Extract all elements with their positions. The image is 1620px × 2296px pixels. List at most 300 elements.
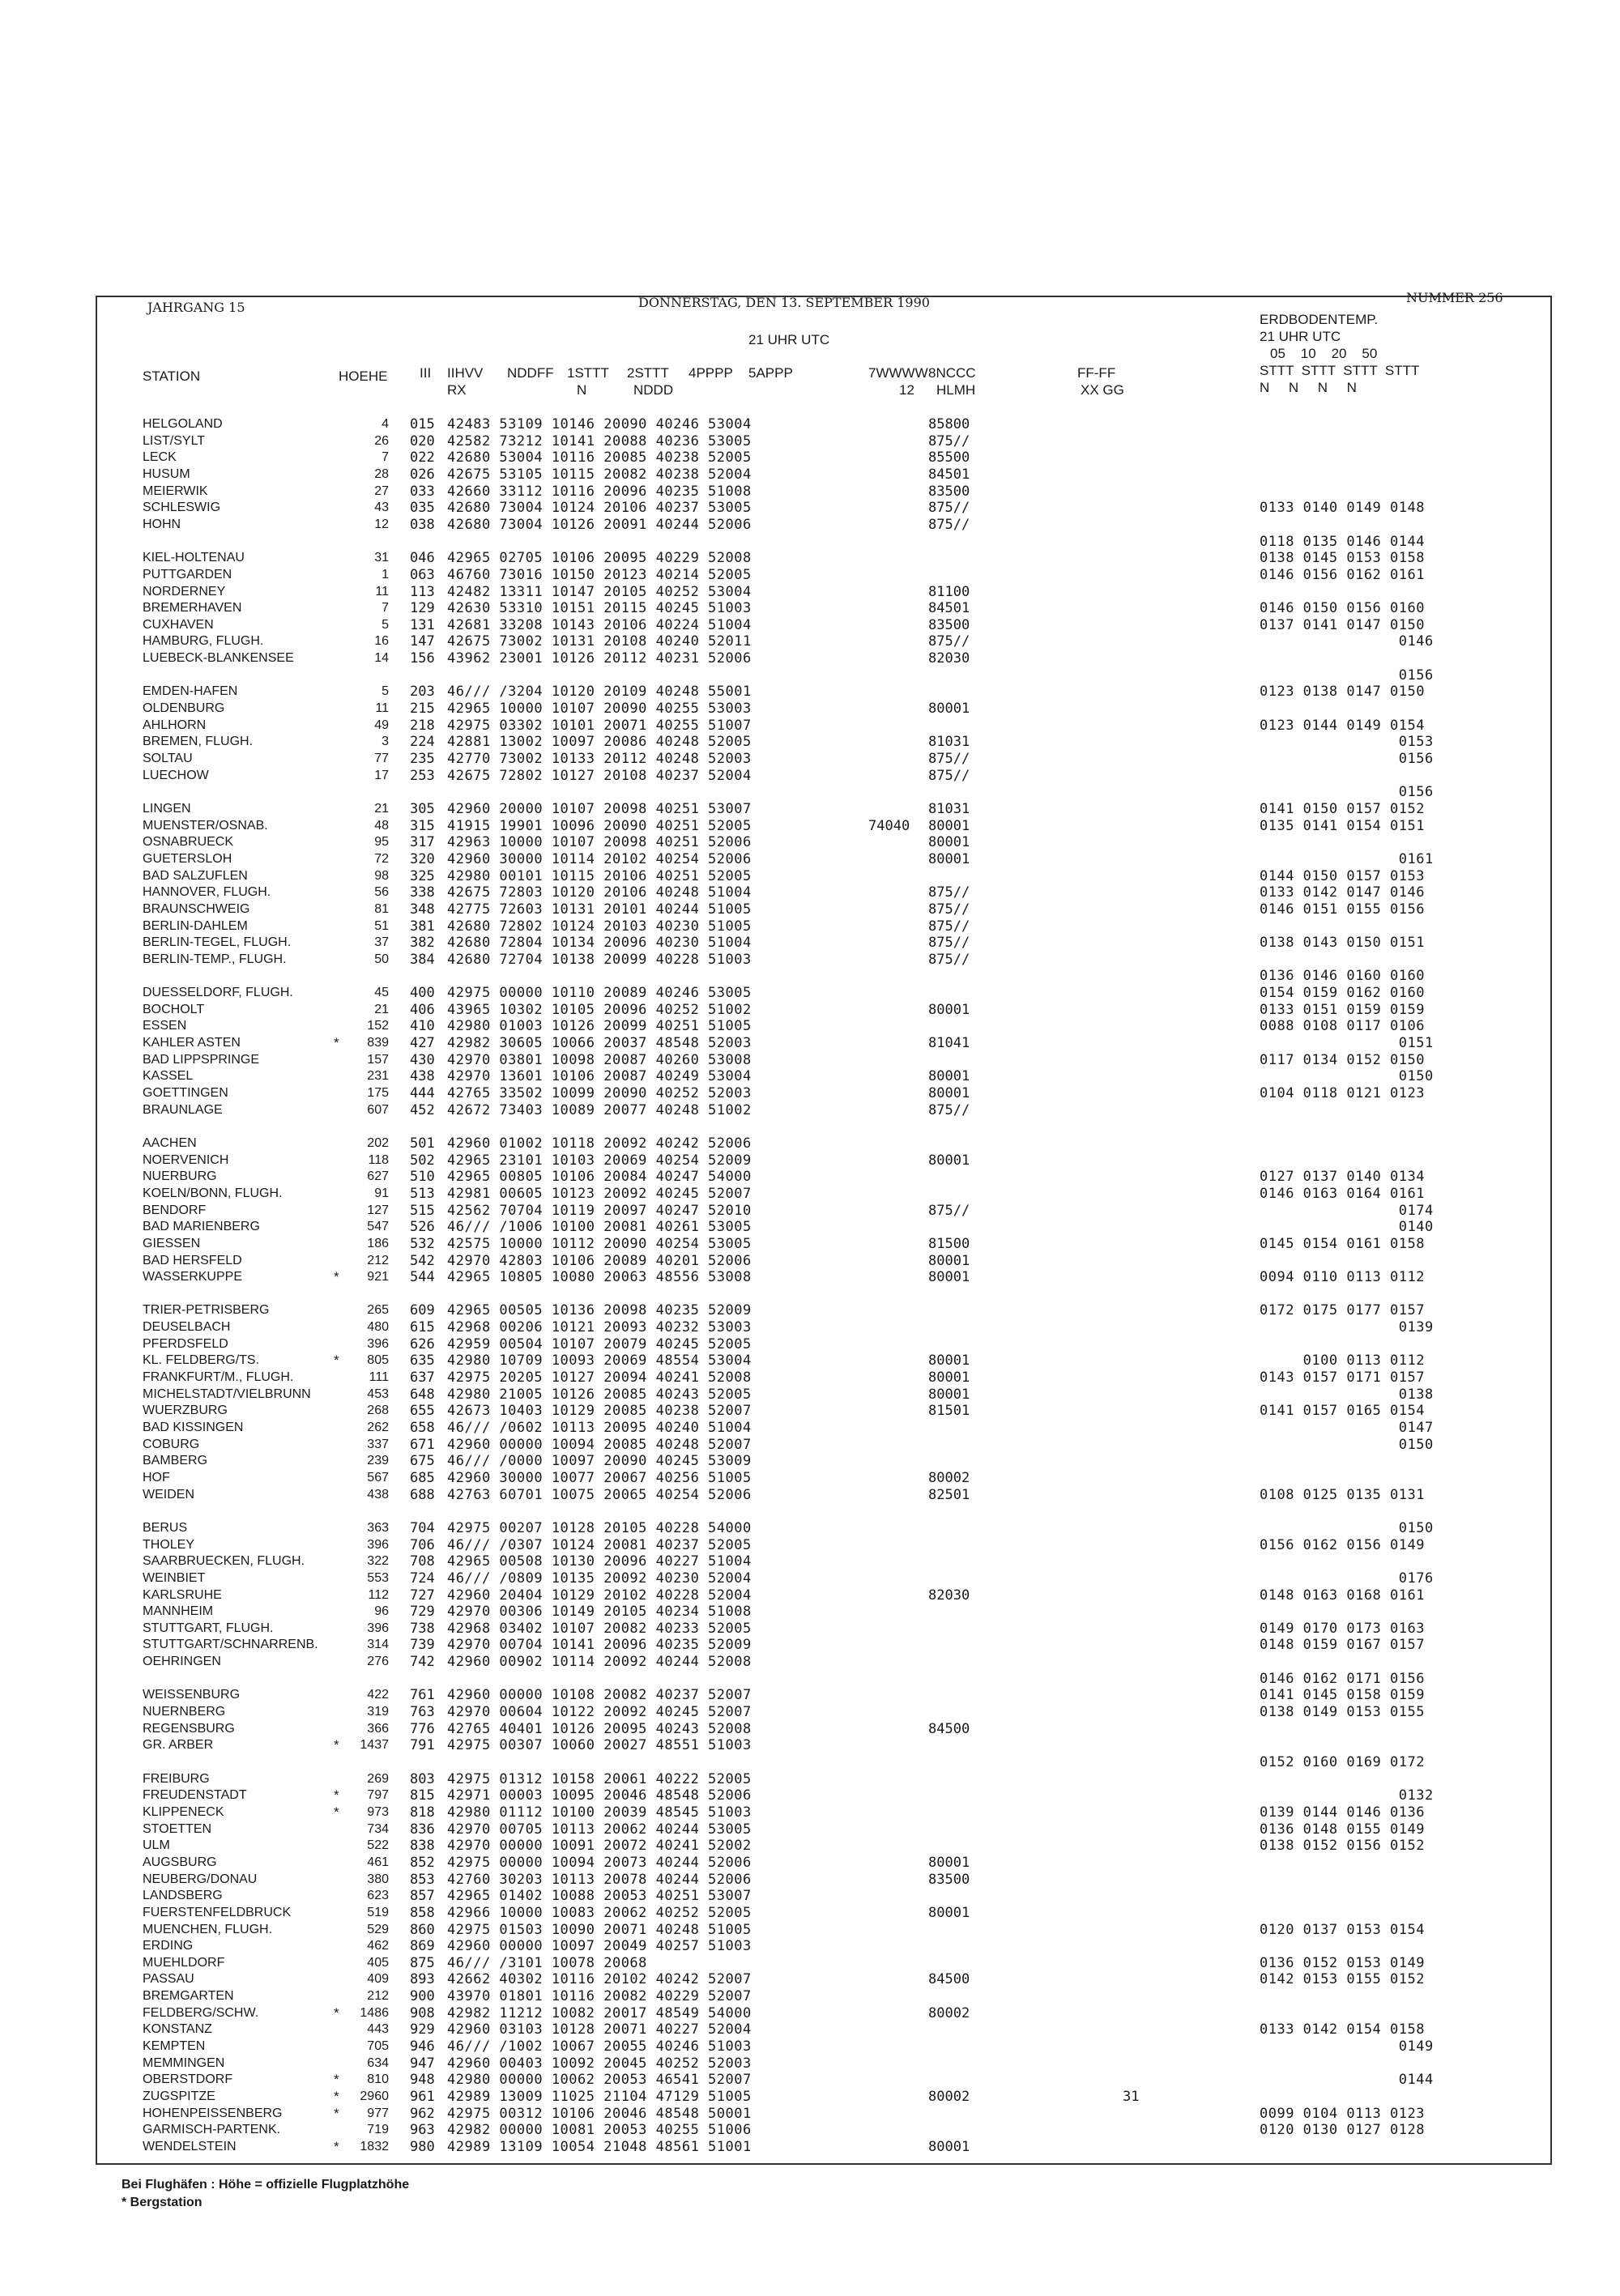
table-row (0, 433, 1620, 449)
soil-temperatures: 0161 (1260, 851, 1434, 867)
synop-groups: 42575 10000 10112 20090 40254 53005 (447, 1236, 752, 1252)
synop-groups: 42959 00504 10107 20079 40245 52005 (447, 1336, 752, 1352)
station-name: FELDBERG/SCHW. (143, 2006, 259, 2020)
station-name: COBURG (143, 1438, 200, 1451)
soil-temperatures: 0136 0152 0153 0149 (1260, 1955, 1425, 1971)
table-row (0, 2055, 1620, 2072)
synop-groups: 42970 03801 10098 20087 40260 53008 (447, 1052, 752, 1068)
station-height: 157 (367, 1053, 389, 1067)
table-row (0, 1787, 1620, 1804)
station-height: 396 (367, 1538, 389, 1552)
table-row (0, 1470, 1620, 1486)
table-row (0, 768, 1620, 784)
station-name: WEINBIET (143, 1571, 206, 1585)
station-name: KEMPTEN (143, 2039, 206, 2053)
station-height: 265 (367, 1303, 389, 1317)
table-row (0, 2139, 1620, 2155)
station-name: OBERSTDORF (143, 2072, 233, 2086)
station-index: 544 (410, 1269, 435, 1285)
cloud-group: 80001 (928, 851, 970, 867)
table-row (0, 2089, 1620, 2105)
table-row (0, 2122, 1620, 2138)
station-index: 893 (410, 1971, 435, 1987)
station-index: 742 (410, 1654, 435, 1670)
station-height: 314 (367, 1638, 389, 1651)
table-row (0, 1905, 1620, 1921)
table-row (0, 1721, 1620, 1737)
table-row (0, 1302, 1620, 1318)
synop-groups: 41915 19901 10096 20090 40251 52005 (447, 818, 752, 834)
table-row (0, 1938, 1620, 1954)
col-g7-sub: 12 (899, 382, 914, 398)
table-row (0, 1453, 1620, 1469)
soil-temp-title: ERDBODENTEMP. (1260, 312, 1379, 327)
cloud-group: 83500 (928, 1872, 970, 1888)
soil-temperatures: 0132 (1260, 1787, 1434, 1804)
station-index: 962 (410, 2106, 435, 2122)
station-name: MEIERWIK (143, 484, 208, 498)
table-row (0, 718, 1620, 734)
soil-temperatures: 0152 0160 0169 0172 (1260, 1754, 1425, 1770)
station-height: 276 (367, 1655, 389, 1668)
station-index: 218 (410, 718, 435, 734)
station-height: 322 (367, 1554, 389, 1568)
table-row (0, 1420, 1620, 1436)
synop-groups: 42971 00003 10095 20046 48548 52006 (447, 1787, 752, 1804)
station-name: BREMERHAVEN (143, 601, 242, 615)
station-height: 409 (367, 1972, 389, 1986)
col-g4-sub: NDDD (633, 382, 674, 398)
station-name: BAD KISSINGEN (143, 1421, 244, 1434)
cloud-group: 875// (928, 768, 970, 784)
synop-groups: 42482 13311 10147 20105 40252 53004 (447, 584, 752, 600)
synop-groups: 42970 13601 10106 20087 40249 53004 (447, 1068, 752, 1084)
issue-number: NUMMER 256 (1406, 290, 1503, 305)
col-soil-sttt: STTT STTT STTT STTT (1260, 363, 1420, 378)
station-index: 384 (410, 952, 435, 968)
station-height: 337 (367, 1438, 389, 1451)
station-name: PUTTGARDEN (143, 568, 232, 581)
cloud-group: 875// (928, 433, 970, 449)
station-height: 72 (374, 852, 389, 866)
table-row (0, 1336, 1620, 1352)
table-row (0, 884, 1620, 901)
station-index: 502 (410, 1152, 435, 1169)
mountain-station-mark: * (334, 2089, 339, 2104)
table-row (0, 2038, 1620, 2055)
table-row (0, 1002, 1620, 1018)
table-row (0, 968, 1620, 984)
station-index: 063 (410, 567, 435, 583)
station-name: OEHRINGEN (143, 1655, 221, 1668)
synop-groups: 42660 33112 10116 20096 40235 51008 (447, 483, 752, 500)
synop-groups: 42975 00000 10094 20073 40244 52006 (447, 1855, 752, 1871)
table-row (0, 751, 1620, 767)
station-name: LIST/SYLT (143, 434, 206, 448)
station-name: MEMMINGEN (143, 2056, 225, 2070)
station-name: PASSAU (143, 1972, 194, 1986)
table-row (0, 1587, 1620, 1604)
cloud-group: 80001 (928, 1387, 970, 1403)
station-height: 51 (374, 919, 389, 933)
synop-groups: 46/// /3204 10120 20109 40248 55001 (447, 684, 752, 700)
soil-temperatures: 0143 0157 0171 0157 (1260, 1370, 1425, 1386)
synop-groups: 42980 00101 10115 20106 40251 52005 (447, 868, 752, 884)
cloud-group: 80001 (928, 1855, 970, 1871)
soil-temperatures: 0144 (1260, 2072, 1434, 2088)
cloud-group: 80001 (928, 701, 970, 717)
synop-groups: 46/// /1002 10067 20055 40246 51003 (447, 2038, 752, 2055)
table-row (0, 801, 1620, 817)
soil-temperatures: 0156 (1260, 784, 1434, 800)
station-name: FUERSTENFELDBRUCK (143, 1906, 292, 1919)
synop-groups: 42960 20404 10129 20102 40228 52004 (447, 1587, 752, 1604)
footnote-airports: Bei Flughäfen : Höhe = offizielle Flugplatzhöhe (122, 2178, 410, 2192)
station-name: KAHLER ASTEN (143, 1036, 241, 1050)
soil-temperatures: 0133 0142 0154 0158 (1260, 2021, 1425, 2038)
station-index: 704 (410, 1520, 435, 1536)
soil-temperatures: 0137 0141 0147 0150 (1260, 617, 1425, 633)
table-row (0, 1269, 1620, 1285)
synop-groups: 42980 10709 10093 20069 48554 53004 (447, 1352, 752, 1369)
table-row (0, 1520, 1620, 1536)
station-height: 319 (367, 1705, 389, 1719)
col-ff: FF-FF (1077, 365, 1116, 381)
synop-groups: 42881 13002 10097 20086 40248 52005 (447, 734, 752, 750)
station-height: 973 (367, 1805, 389, 1819)
station-index: 685 (410, 1470, 435, 1486)
station-index: 410 (410, 1018, 435, 1034)
table-row (0, 1687, 1620, 1703)
col-iii: III (420, 365, 432, 381)
station-height: 623 (367, 1889, 389, 1902)
station-height: 212 (367, 1989, 389, 2003)
cloud-group: 875// (928, 1102, 970, 1118)
table-row (0, 985, 1620, 1001)
station-height: 453 (367, 1387, 389, 1401)
synop-groups: 42680 72802 10124 20103 40230 51005 (447, 918, 752, 935)
station-height: 443 (367, 2022, 389, 2036)
table-row (0, 1403, 1620, 1419)
synop-groups: 42673 10403 10129 20085 40238 52007 (447, 1403, 752, 1419)
station-height: 607 (367, 1103, 389, 1117)
cloud-group: 80002 (928, 2005, 970, 2021)
station-index: 648 (410, 1387, 435, 1403)
station-height: 98 (374, 869, 389, 883)
station-name: AHLHORN (143, 718, 207, 732)
station-height: 12 (374, 518, 389, 531)
station-name: KOELN/BONN, FLUGH. (143, 1186, 283, 1200)
cloud-group: 875// (928, 884, 970, 901)
synop-groups: 42960 20000 10107 20098 40251 53007 (447, 801, 752, 817)
station-height: 553 (367, 1571, 389, 1585)
station-name: BERUS (143, 1521, 188, 1535)
synop-groups: 42960 03103 10128 20071 40227 52004 (447, 2021, 752, 2038)
table-row (0, 500, 1620, 516)
synop-groups: 42975 01312 10158 20061 40222 52005 (447, 1771, 752, 1787)
station-name: NEUBERG/DONAU (143, 1872, 258, 1886)
station-height: 175 (367, 1086, 389, 1100)
station-index: 836 (410, 1821, 435, 1838)
soil-depths: 05 10 20 50 (1270, 346, 1378, 361)
soil-temperatures: 0123 0138 0147 0150 (1260, 684, 1425, 700)
station-name: AUGSBURG (143, 1855, 217, 1869)
table-row (0, 1537, 1620, 1553)
station-height: 31 (374, 551, 389, 564)
station-index: 203 (410, 684, 435, 700)
table-row (0, 1203, 1620, 1219)
synop-groups: 42960 30000 10114 20102 40254 52006 (447, 851, 752, 867)
station-name: BREMEN, FLUGH. (143, 735, 254, 748)
table-row (0, 818, 1620, 834)
station-index: 980 (410, 2139, 435, 2155)
station-height: 5 (382, 684, 389, 698)
table-row (0, 600, 1620, 616)
station-name: DUESSELDORF, FLUGH. (143, 986, 293, 999)
station-name: LUEBECK-BLANKENSEE (143, 651, 294, 665)
station-height: 37 (374, 935, 389, 949)
station-index: 609 (410, 1302, 435, 1318)
station-index: 317 (410, 834, 435, 850)
soil-temperatures: 0142 0153 0155 0152 (1260, 1971, 1425, 1987)
station-height: 50 (374, 952, 389, 966)
station-height: 3 (382, 735, 389, 748)
soil-temperatures: 0118 0135 0146 0144 (1260, 534, 1425, 550)
cloud-group: 80001 (928, 1370, 970, 1386)
station-index: 615 (410, 1319, 435, 1335)
synop-groups: 42672 73403 10089 20077 40248 51002 (447, 1102, 752, 1118)
station-index: 815 (410, 1787, 435, 1804)
station-height: 5 (382, 618, 389, 632)
table-row (0, 1754, 1620, 1770)
station-height: 268 (367, 1404, 389, 1417)
station-index: 320 (410, 851, 435, 867)
station-index: 382 (410, 935, 435, 951)
station-height: 734 (367, 1822, 389, 1836)
station-name: LUECHOW (143, 769, 209, 782)
table-row (0, 851, 1620, 867)
station-index: 671 (410, 1437, 435, 1453)
station-name: OSNABRUECK (143, 835, 234, 849)
station-height: 519 (367, 1906, 389, 1919)
cloud-group: 875// (928, 751, 970, 767)
soil-temperatures: 0149 0170 0173 0163 (1260, 1621, 1425, 1637)
soil-temperatures: 0150 (1260, 1068, 1434, 1084)
station-height: 27 (374, 484, 389, 498)
synop-groups: 42970 42803 10106 20089 40201 52006 (447, 1253, 752, 1269)
station-index: 020 (410, 433, 435, 449)
station-index: 763 (410, 1704, 435, 1720)
station-index: 860 (410, 1922, 435, 1938)
station-height: 1437 (360, 1738, 389, 1752)
cloud-group: 81500 (928, 1236, 970, 1252)
synop-groups: 42968 03402 10107 20082 40233 52005 (447, 1621, 752, 1637)
station-name: KASSEL (143, 1069, 194, 1083)
station-index: 438 (410, 1068, 435, 1084)
table-row (0, 734, 1620, 750)
col-g5: 4PPPP (688, 365, 733, 381)
station-height: 95 (374, 835, 389, 849)
col-g3-sub: N (577, 382, 587, 398)
synop-groups: 42989 13109 10054 21048 48561 51001 (447, 2139, 752, 2155)
synop-groups: 42970 00306 10149 20105 40234 51008 (447, 1604, 752, 1620)
station-height: 839 (367, 1036, 389, 1050)
synop-groups: 42960 00000 10094 20085 40248 52007 (447, 1437, 752, 1453)
station-name: KL. FELDBERG/TS. (143, 1353, 260, 1367)
soil-temperatures: 0156 (1260, 751, 1434, 767)
table-row (0, 2005, 1620, 2021)
station-name: WENDELSTEIN (143, 2140, 237, 2153)
table-row (0, 1888, 1620, 1904)
soil-temperatures: 0120 0137 0153 0154 (1260, 1922, 1425, 1938)
mountain-station-mark: * (334, 1737, 339, 1753)
table-row (0, 684, 1620, 700)
extra-group: 31 (1123, 2089, 1140, 2105)
soil-temperatures: 0138 0145 0153 0158 (1260, 550, 1425, 566)
synop-groups: 42775 72603 10131 20101 40244 51005 (447, 901, 752, 918)
table-row (0, 517, 1620, 533)
mountain-station-mark: * (334, 2106, 339, 2121)
soil-temperatures: 0133 0142 0147 0146 (1260, 884, 1425, 901)
table-row (0, 834, 1620, 850)
station-index: 156 (410, 650, 435, 667)
station-name: GUETERSLOH (143, 852, 232, 866)
station-height: 81 (374, 902, 389, 916)
synop-groups: 46/// /0000 10097 20090 40245 53009 (447, 1453, 752, 1469)
station-height: 45 (374, 986, 389, 999)
synop-groups: 42963 10000 10107 20098 40251 52006 (447, 834, 752, 850)
synop-groups: 42989 13009 11025 21104 47129 51005 (447, 2089, 752, 2105)
station-index: 444 (410, 1085, 435, 1101)
soil-temperatures: 0133 0151 0159 0159 (1260, 1002, 1425, 1018)
station-height: 422 (367, 1688, 389, 1702)
mountain-station-mark: * (334, 2072, 339, 2087)
mountain-station-mark: * (334, 1804, 339, 1820)
station-height: 112 (368, 1588, 389, 1602)
soil-temperatures: 0145 0154 0161 0158 (1260, 1236, 1425, 1252)
station-name: LECK (143, 450, 177, 464)
station-height: 7 (382, 450, 389, 464)
synop-groups: 42981 00605 10123 20092 40245 52007 (447, 1186, 752, 1202)
table-row (0, 650, 1620, 667)
station-index: 046 (410, 550, 435, 566)
table-row (0, 1068, 1620, 1084)
soil-temperatures: 0139 0144 0146 0136 (1260, 1804, 1425, 1821)
station-name: WASSERKUPPE (143, 1270, 242, 1284)
station-index: 348 (410, 901, 435, 918)
station-index: 033 (410, 483, 435, 500)
station-index: 655 (410, 1403, 435, 1419)
station-name: LINGEN (143, 802, 191, 816)
station-index: 526 (410, 1219, 435, 1235)
synop-groups: 42662 40302 10116 20102 40242 52007 (447, 1971, 752, 1987)
station-index: 381 (410, 918, 435, 935)
station-index: 963 (410, 2122, 435, 2138)
soil-temperatures: 0127 0137 0140 0134 (1260, 1169, 1425, 1185)
station-name: AACHEN (143, 1136, 197, 1150)
station-height: 363 (367, 1521, 389, 1535)
synop-groups: 42582 73212 10141 20088 40236 53005 (447, 433, 752, 449)
soil-temperatures: 0138 0149 0153 0155 (1260, 1704, 1425, 1720)
station-name: NORDERNEY (143, 585, 226, 598)
station-name: WEISSENBURG (143, 1688, 241, 1702)
soil-temperatures: 0154 0159 0162 0160 (1260, 985, 1425, 1001)
cloud-group: 875// (928, 901, 970, 918)
station-name: KONSTANZ (143, 2022, 212, 2036)
synop-groups: 43965 10302 10105 20096 40252 51002 (447, 1002, 752, 1018)
table-row (0, 550, 1620, 566)
station-index: 675 (410, 1453, 435, 1469)
soil-temperatures: 0144 0150 0157 0153 (1260, 868, 1425, 884)
col-g2: NDDFF (507, 365, 554, 381)
table-row (0, 1737, 1620, 1753)
soil-temperatures: 0108 0125 0135 0131 (1260, 1487, 1425, 1503)
station-height: 91 (374, 1186, 389, 1200)
table-row (0, 1503, 1620, 1519)
synop-groups: 42965 01402 10088 20053 40251 53007 (447, 1888, 752, 1904)
table-row (0, 1872, 1620, 1888)
station-height: 127 (367, 1203, 389, 1217)
synop-groups: 42960 30000 10077 20067 40256 51005 (447, 1470, 752, 1486)
station-name: HOHENPEISSENBERG (143, 2106, 283, 2120)
station-height: 212 (367, 1254, 389, 1267)
soil-temperatures: 0156 0162 0156 0149 (1260, 1537, 1425, 1553)
station-height: 14 (374, 651, 389, 665)
station-index: 761 (410, 1687, 435, 1703)
table-row (0, 466, 1620, 483)
table-row (0, 784, 1620, 800)
station-height: 262 (367, 1421, 389, 1434)
synop-groups: 42970 00000 10091 20072 40241 52002 (447, 1838, 752, 1854)
synop-groups: 42675 73002 10131 20108 40240 52011 (447, 633, 752, 650)
synop-groups: 42975 00000 10110 20089 40246 53005 (447, 985, 752, 1001)
synop-groups: 46/// /0307 10124 20081 40237 52005 (447, 1537, 752, 1553)
synop-groups: 42680 73004 10126 20091 40244 52006 (447, 517, 752, 533)
station-height: 366 (367, 1722, 389, 1736)
soil-temperatures: 0094 0110 0113 0112 (1260, 1269, 1425, 1285)
table-row (0, 1085, 1620, 1101)
soil-temp-time: 21 UHR UTC (1260, 329, 1341, 344)
station-name: LANDSBERG (143, 1889, 223, 1902)
station-name: MANNHEIM (143, 1604, 214, 1618)
cloud-group: 85500 (928, 449, 970, 466)
station-index: 803 (410, 1771, 435, 1787)
table-row (0, 416, 1620, 432)
soil-temperatures: 0140 (1260, 1219, 1434, 1235)
cloud-group: 81031 (928, 734, 970, 750)
soil-temperatures: 0138 (1260, 1387, 1434, 1403)
table-row (0, 1487, 1620, 1503)
station-height: 438 (367, 1488, 389, 1502)
date-title: DONNERSTAG, DEN 13. SEPTEMBER 1990 (638, 295, 930, 310)
station-name: KARLSRUHE (143, 1588, 222, 1602)
table-row (0, 1152, 1620, 1169)
station-index: 224 (410, 734, 435, 750)
station-name: MUENCHEN, FLUGH. (143, 1923, 273, 1936)
table-row (0, 1988, 1620, 2004)
station-height: 529 (367, 1923, 389, 1936)
table-row (0, 1637, 1620, 1653)
station-index: 400 (410, 985, 435, 1001)
station-index: 215 (410, 701, 435, 717)
station-name: FREUDENSTADT (143, 1788, 247, 1802)
cloud-group: 875// (928, 952, 970, 968)
station-name: ERDING (143, 1939, 194, 1953)
col-g4: 2STTT (627, 365, 669, 381)
soil-temperatures: 0156 (1260, 667, 1434, 684)
table-row (0, 584, 1620, 600)
cloud-group: 875// (928, 500, 970, 516)
